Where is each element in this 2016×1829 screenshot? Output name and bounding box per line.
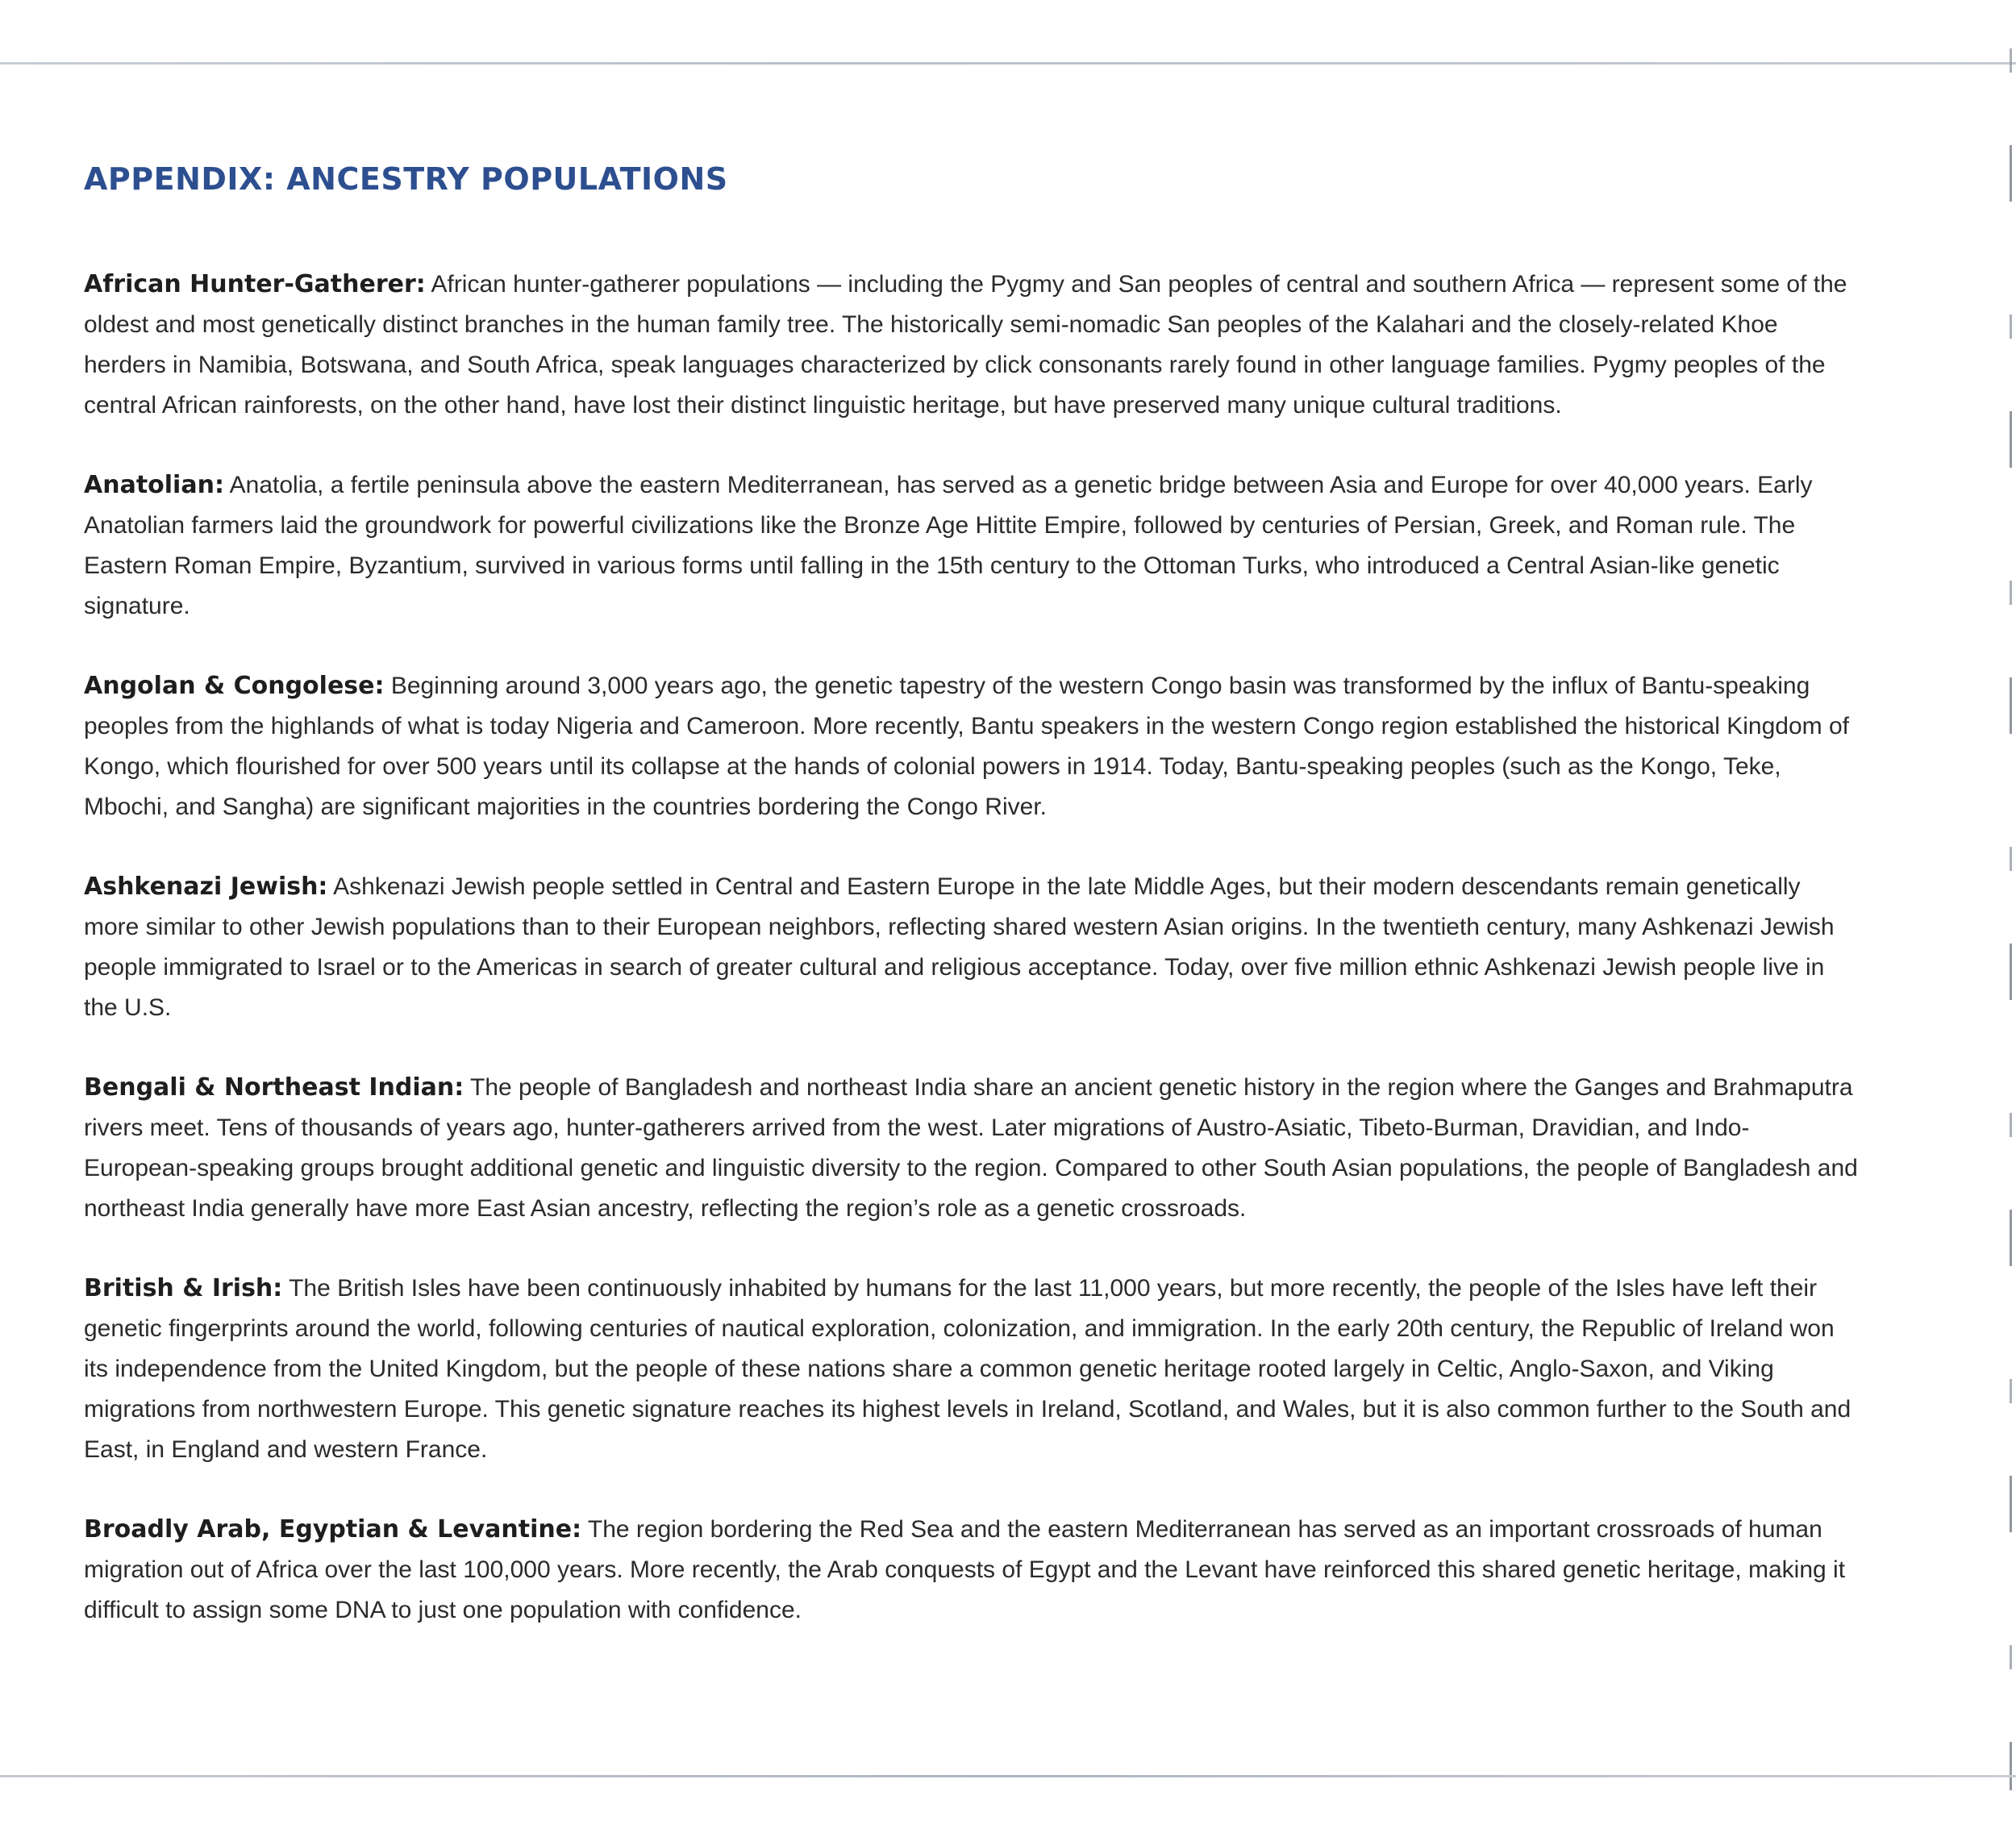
entry-text: Anatolia, a fertile peninsula above the eastern Mediterranean, has served as a genetic bridge between Asia and Europe for over 40,000 years. Early Anatolian farmers laid the groundwork for powerful civilizations like the Bronze Age Hittite Empire, followed by centuries of Persian, Greek, and Roman rule. The Eastern Roman Empire, Byzantium, survived in various forms until falling in the 15th century to the Ottoman Turks, who introduced a Central Asian-like genetic signature.: [84, 472, 1813, 619]
scan-border-bottom: [0, 1775, 2016, 1777]
scan-border-top: [0, 62, 2016, 65]
page-title: APPENDIX: ANCESTRY POPULATIONS: [84, 161, 728, 197]
entry-term: Anatolian:: [84, 471, 224, 499]
entry-broadly-arab-egyptian-levantine: [84, 1510, 1858, 1631]
document-page: [84, 161, 1858, 1670]
entry-term: Angolan & Congolese:: [84, 672, 385, 700]
entry-african-hunter-gatherer: [84, 265, 1858, 426]
entry-text: The people of Bangladesh and northeast India share an ancient genetic history in the region where the Ganges and Brahmaputra rivers meet. Tens of thousands of years ago, hunter-gatherers arrived from the west. Later migrations of Austro-Asiatic, Tibeto-Burman, Dravidian, and Indo-European-speaking groups brought additional genetic and linguistic diversity to the region. Compared to other South Asian populations, the people of Bangladesh and northeast India generally have more East Asian ancestry, reflecting the region’s role as a genetic crossroads.: [84, 1074, 1858, 1222]
entry-bengali-northeast-indian: [84, 1068, 1858, 1229]
entry-term: Bengali & Northeast Indian:: [84, 1073, 464, 1102]
entry-text: The region bordering the Red Sea and the eastern Mediterranean has served as an important crossroads of human migration out of Africa over the last 100,000 years. More recently, the Arab conquests of Egypt and the Levant have reinforced this shared genetic heritage, making it difficult to assign some DNA to just one population with confidence.: [84, 1516, 1846, 1623]
entry-angolan-congolese: [84, 666, 1858, 827]
entry-text: Beginning around 3,000 years ago, the genetic tapestry of the western Congo basin was transformed by the influx of Bantu-speaking peoples from the highlands of what is today Nigeria and Cameroon. More recently, Bantu speakers in the western Congo region established the historical Kingdom of Kongo, which flourished for over 500 years until its collapse at the hands of colonial powers in 1914. Today, Bantu-speaking peoples (such as the Kongo, Teke, Mbochi, and Sangha) are significant majorities in the countries bordering the Congo River.: [84, 673, 1850, 820]
entry-text: Ashkenazi Jewish people settled in Central and Eastern Europe in the late Middle Ages, but their modern descendants remain genetically more similar to other Jewish populations than to their European neighbors, reflecting shared western Asian origins. In the twentieth century, many Ashkenazi Jewish people immigrated to Israel or to the Americas in search of greater cultural and religious acceptance. Today, over five million ethnic Ashkenazi Jewish people live in the U.S.: [84, 873, 1835, 1021]
entry-term: African Hunter-Gatherer:: [84, 270, 426, 298]
entry-term: Broadly Arab, Egyptian & Levantine:: [84, 1515, 582, 1544]
entry-term: Ashkenazi Jewish:: [84, 873, 328, 901]
entry-ashkenazi-jewish: [84, 867, 1858, 1028]
scan-edge-right: [2010, 48, 2012, 1790]
entry-text: African hunter-gatherer populations — including the Pygmy and San peoples of central and southern Africa — represent some of the oldest and most genetically distinct branches in the human family tree. The historically semi-nomadic San peoples of the Kalahari and the closely-related Khoe herders in Namibia, Botswana, and South Africa, speak languages characterized by click consonants rarely found in other language families. Pygmy peoples of the central African rainforests, on the other hand, have lost their distinct linguistic heritage, but have preserved many unique cultural traditions.: [84, 271, 1847, 419]
entry-term: British & Irish:: [84, 1274, 283, 1302]
entry-british-irish: [84, 1269, 1858, 1470]
entry-text: The British Isles have been continuously inhabited by humans for the last 11,000 years, but more recently, the people of the Isles have left their genetic fingerprints around the world, following centuries of nautical exploration, colonization, and immigration. In the early 20th century, the Republic of Ireland won its independence from the United Kingdom, but the people of these nations share a common genetic heritage rooted largely in Celtic, Anglo-Saxon, and Viking migrations from northwestern Europe. This genetic signature reaches its highest levels in Ireland, Scotland, and Wales, but it is also common further to the South and East, in England and western France.: [84, 1275, 1851, 1463]
entry-anatolian: [84, 465, 1858, 627]
